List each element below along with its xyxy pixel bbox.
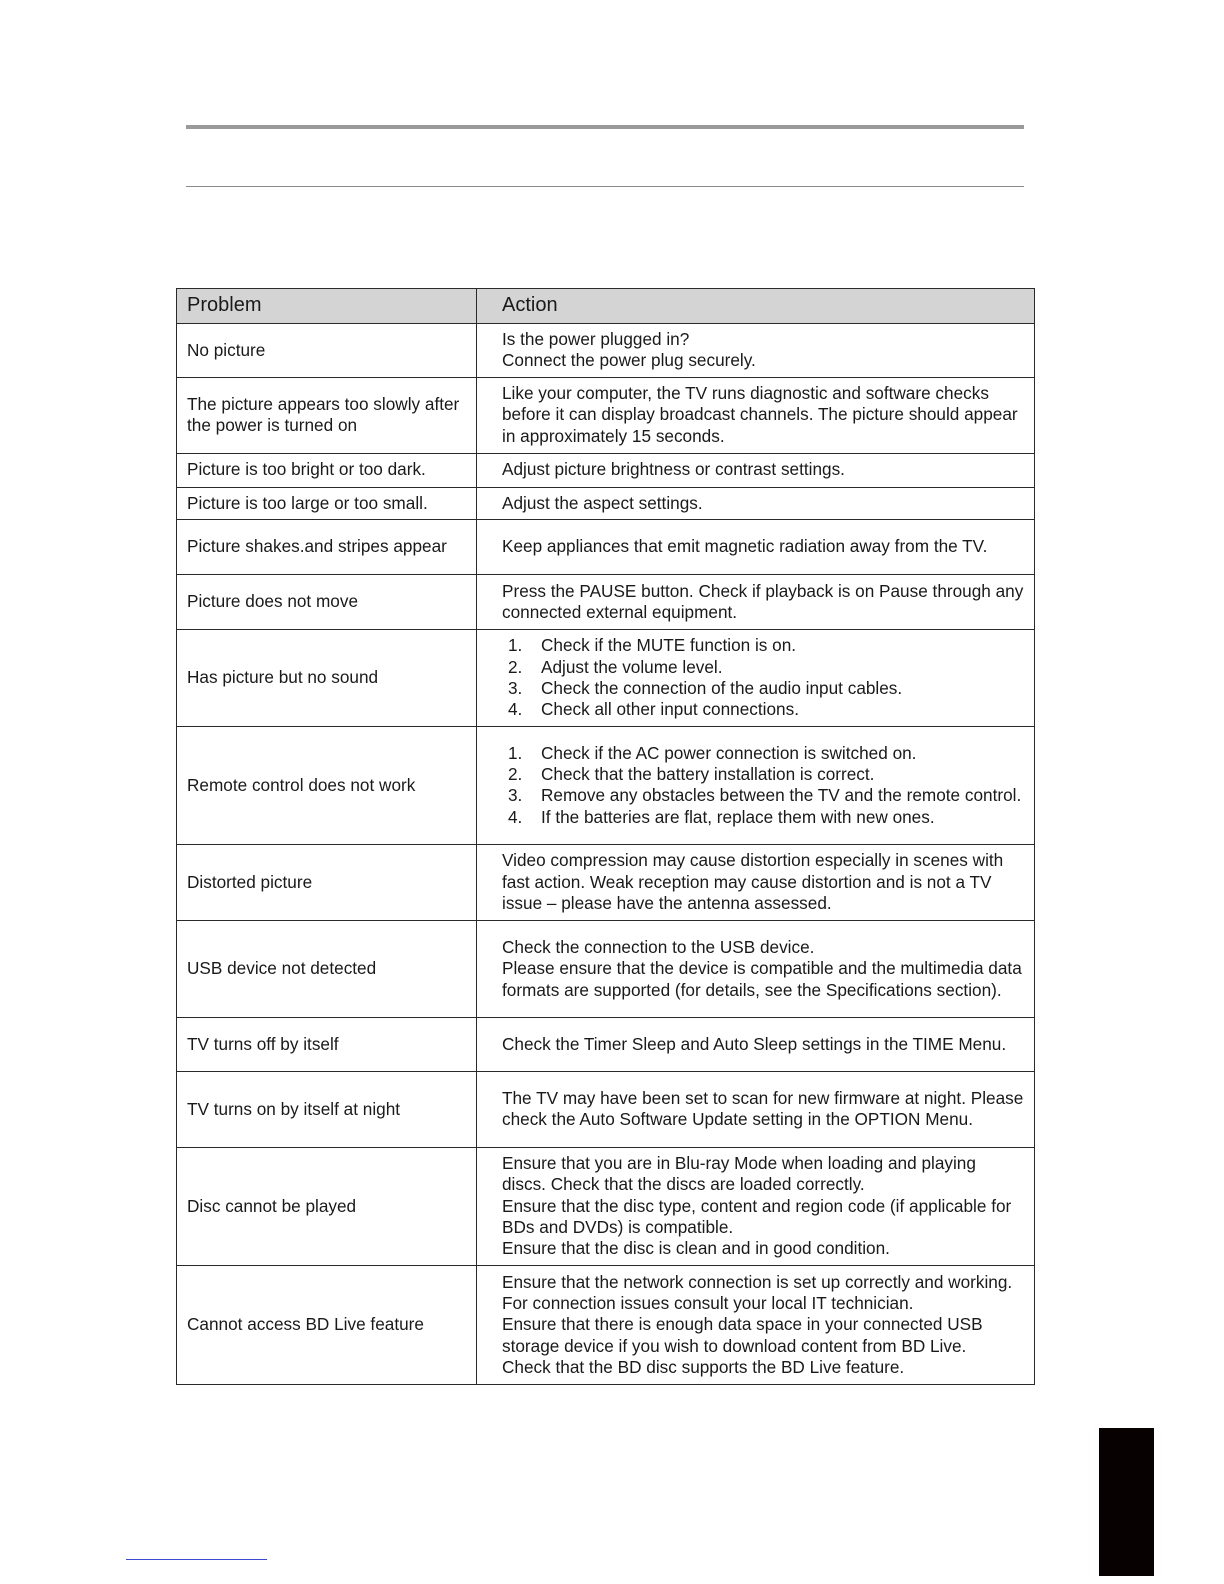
action-steps-list	[502, 743, 1024, 828]
step-text: Check that the battery installation is correct.	[541, 764, 875, 785]
step-number: 1.	[508, 742, 523, 763]
action-step	[502, 743, 1024, 764]
table-header-row	[177, 289, 1035, 324]
action-text: Ensure that the disc is clean and in good condition.	[502, 1238, 890, 1259]
step-text: Check the connection of the audio input cables.	[541, 677, 903, 698]
problem-cell: Remote control does not work	[177, 726, 477, 844]
table-row	[177, 487, 1035, 519]
action-cell	[477, 519, 1035, 574]
table-row	[177, 1147, 1035, 1265]
action-step	[502, 635, 1024, 656]
step-number: 4.	[508, 806, 523, 827]
action-text: Adjust the aspect settings.	[502, 492, 703, 513]
action-step	[502, 785, 1024, 806]
action-cell	[477, 1017, 1035, 1071]
action-text: Please ensure that the device is compatible and the multimedia data formats are supported (for details, see the Specifications section).	[502, 958, 1022, 1000]
action-cell	[477, 377, 1035, 453]
step-number: 4.	[508, 699, 523, 720]
problem-cell: Picture shakes.and stripes appear	[177, 519, 477, 574]
action-cell	[477, 844, 1035, 920]
header-rule-thick	[186, 125, 1024, 129]
action-text: Check that the BD disc supports the BD Live feature.	[502, 1356, 905, 1377]
action-text: Video compression may cause distortion especially in scenes with fast action. Weak reception may cause distortion and is not a TV issue – please have the antenna assessed.	[502, 850, 1004, 914]
problem-cell: TV turns off by itself	[177, 1017, 477, 1071]
table-body	[177, 324, 1035, 1385]
problem-cell: The picture appears too slowly after the power is turned on	[177, 377, 477, 453]
step-text: If the batteries are flat, replace them with new ones.	[541, 806, 935, 827]
step-number: 3.	[508, 677, 523, 698]
action-text: Adjust picture brightness or contrast settings.	[502, 459, 845, 480]
table-row	[177, 629, 1035, 726]
footer-link-underline	[126, 1559, 267, 1560]
page-edge-tab	[1099, 1428, 1154, 1576]
action-step	[502, 699, 1024, 720]
troubleshooting-table	[176, 288, 1035, 1385]
step-text: Remove any obstacles between the TV and the remote control.	[541, 785, 1022, 806]
problem-cell: USB device not detected	[177, 920, 477, 1017]
action-step	[502, 764, 1024, 785]
table-row	[177, 920, 1035, 1017]
table-row	[177, 726, 1035, 844]
problem-cell: TV turns on by itself at night	[177, 1071, 477, 1147]
step-number: 2.	[508, 656, 523, 677]
step-number: 2.	[508, 764, 523, 785]
action-cell	[477, 726, 1035, 844]
action-text: Ensure that there is enough data space in your connected USB storage device if you wish to download content from BD Live.	[502, 1314, 983, 1356]
action-text: Press the PAUSE button. Check if playback is on Pause through any connected external equipment.	[502, 580, 1024, 622]
action-text: Check the connection to the USB device.	[502, 936, 815, 957]
step-text: Check all other input connections.	[541, 699, 799, 720]
action-text: Is the power plugged in?	[502, 329, 690, 349]
action-text: Check the Timer Sleep and Auto Sleep settings in the TIME Menu.	[502, 1033, 1007, 1054]
action-cell	[477, 574, 1035, 629]
action-cell	[477, 487, 1035, 519]
table-row	[177, 574, 1035, 629]
problem-cell: Picture is too large or too small.	[177, 487, 477, 519]
table-row	[177, 377, 1035, 453]
action-text: Keep appliances that emit magnetic radiation away from the TV.	[502, 536, 988, 557]
step-number: 3.	[508, 785, 523, 806]
problem-cell: Has picture but no sound	[177, 629, 477, 726]
action-cell	[477, 629, 1035, 726]
action-step	[502, 807, 1024, 828]
problem-cell: Picture does not move	[177, 574, 477, 629]
step-text: Check if the AC power connection is switched on.	[541, 742, 917, 763]
problem-column-header: Problem	[177, 289, 477, 324]
header-rule-thin	[186, 186, 1024, 187]
problem-cell: Picture is too bright or too dark.	[177, 453, 477, 487]
action-text: Ensure that the network connection is set up correctly and working. For connection issues consult your local IT technician.	[502, 1271, 1013, 1313]
action-column-header: Action	[477, 289, 1035, 324]
table-row	[177, 844, 1035, 920]
action-text: Like your computer, the TV runs diagnostic and software checks before it can display broadcast channels. The picture should appear in approximately 15 seconds.	[502, 383, 1018, 446]
step-text: Adjust the volume level.	[541, 656, 723, 677]
action-step	[502, 657, 1024, 678]
table-row	[177, 519, 1035, 574]
step-text: Check if the MUTE function is on.	[541, 635, 797, 656]
table-row	[177, 453, 1035, 487]
action-text: Connect the power plug securely.	[502, 350, 756, 371]
step-number: 1.	[508, 635, 523, 656]
problem-cell: No picture	[177, 324, 477, 378]
action-cell	[477, 453, 1035, 487]
action-text: Ensure that you are in Blu-ray Mode when loading and playing discs. Check that the discs are loaded correctly.	[502, 1153, 976, 1195]
action-step	[502, 678, 1024, 699]
action-cell	[477, 920, 1035, 1017]
problem-cell: Disc cannot be played	[177, 1147, 477, 1265]
table-row	[177, 324, 1035, 378]
action-steps-list	[502, 635, 1024, 720]
action-text: The TV may have been set to scan for new firmware at night. Please check the Auto Software Update setting in the OPTION Menu.	[502, 1088, 1024, 1130]
problem-cell: Distorted picture	[177, 844, 477, 920]
action-cell	[477, 1265, 1035, 1384]
action-cell	[477, 1071, 1035, 1147]
table-row	[177, 1071, 1035, 1147]
table-row	[177, 1265, 1035, 1384]
table-row	[177, 1017, 1035, 1071]
problem-cell: Cannot access BD Live feature	[177, 1265, 477, 1384]
action-cell	[477, 324, 1035, 378]
action-text: Ensure that the disc type, content and region code (if applicable for BDs and DVDs) is compatible.	[502, 1195, 1012, 1238]
action-cell	[477, 1147, 1035, 1265]
